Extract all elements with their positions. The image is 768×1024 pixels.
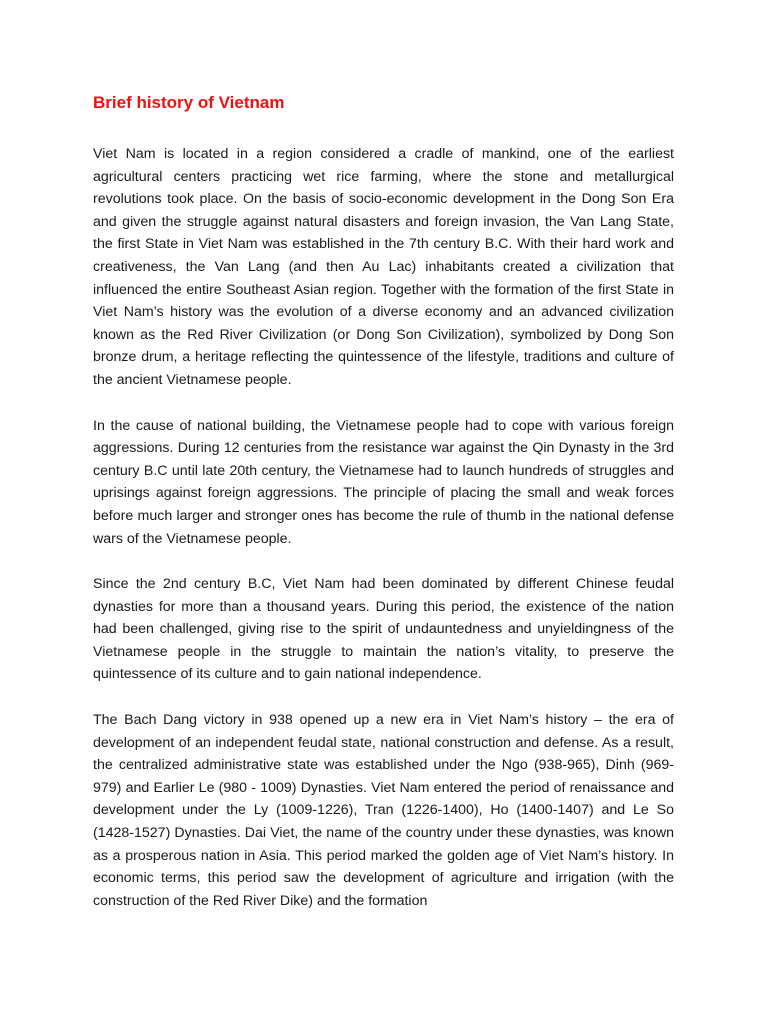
document-body [93,92,674,935]
paragraph-origins: Viet Nam is located in a region considered a cradle of mankind, one of the earliest agricultural centers practicing wet rice farming, where the stone and metallurgical revolutions took place. On the basis of socio-economic development in the Dong Son Era and given the struggle against natural disasters and foreign invasion, the Van Lang State, the first State in Viet Nam was established in the 7th century B.C. With their hard work and creativeness, the Van Lang (and then Au Lac) inhabitants created a civilization that influenced the entire Southeast Asian region. Together with the formation of the first State in Viet Nam’s history was the evolution of a diverse economy and an advanced civilization known as the Red River Civilization (or Dong Son Civilization), symbolized by Dong Son bronze drum, a heritage reflecting the quintessence of the lifestyle, traditions and culture of the ancient Vietnamese people. [93,146,674,388]
paragraph-independent-era: The Bach Dang victory in 938 opened up a new era in Viet Nam’s history – the era of development of an independent feudal state, national construction and defense. As a result, the centralized administrative state was established under the Ngo (938-965), Dinh (969-979) and Earlier Le (980 - 1009) Dynasties. Viet Nam entered the period of renaissance and development under the Ly (1009-1226), Tran (1226-1400), Ho (1400-1407) and Le So (1428-1527) Dynasties. Dai Viet, the name of the country under these dynasties, was known as a prosperous nation in Asia. This period marked the golden age of Viet Nam’s history. In economic terms, this period saw the development of agriculture and irrigation (with the construction of the Red River Dike) and the formation [93,712,674,909]
paragraph-chinese-domination: Since the 2nd century B.C, Viet Nam had been dominated by different Chinese feudal dynasties for more than a thousand years. During this period, the existence of the nation had been challenged, giving rise to the spirit of undauntedness and unyieldingness of the Vietnamese people in the struggle to maintain the nation’s vitality, to preserve the quintessence of its culture and to gain national independence. [93,576,674,683]
paragraph-national-defense: In the cause of national building, the Vietnamese people had to cope with various foreign aggressions. During 12 centuries from the resistance war against the Qin Dynasty in the 3rd century B.C until late 20th century, the Vietnamese had to launch hundreds of struggles and uprisings against foreign aggressions. The principle of placing the small and weak forces before much larger and stronger ones has become the rule of thumb in the national defense wars of the Vietnamese people. [93,417,674,547]
document-title: Brief history of Vietnam [93,93,285,112]
